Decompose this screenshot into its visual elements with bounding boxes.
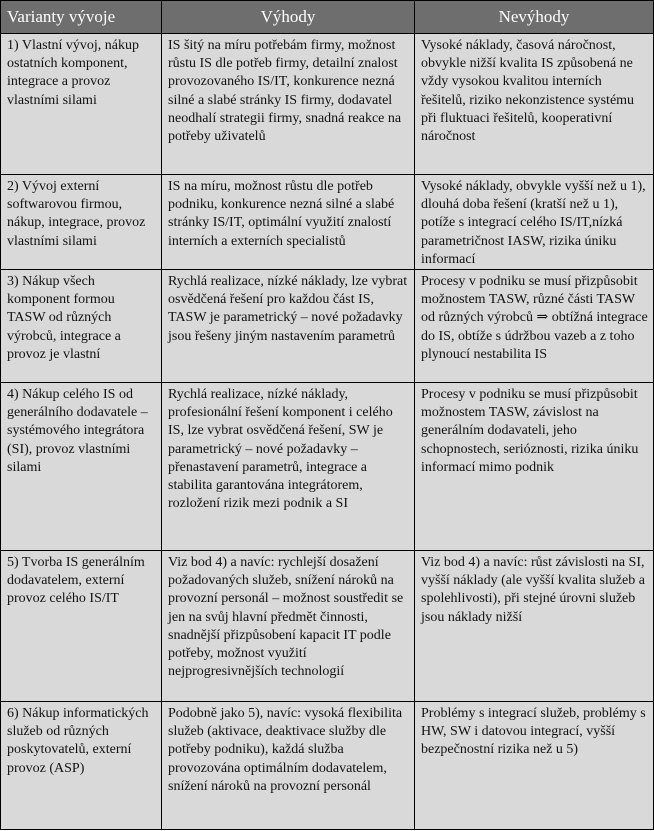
header-disadvantages: Nevýhody (415, 1, 654, 34)
table-row (1, 383, 654, 551)
advantages-cell: IS šitý na míru potřebám firmy, možnost růstu IS dle potřeb firmy, detailní znalost provozovaného IS/IT, konkurence nezná silné a slabé stránky IS firmy, dodavatel neodhalí strategii firmy, snadná reakce na potřeby uživatelů (162, 34, 415, 175)
variant-cell: 1) Vlastní vývoj, nákup ostatních komponent, integrace a provoz vlastními silami (1, 34, 162, 175)
advantages-cell: Rychlá realizace, nízké náklady, profesionální řešení komponent i celého IS, lze vybrat osvědčená řešení, SW je parametrický – nové požadavky – přenastavení parametrů, integrace a stabilita garantována integrátorem, rozložení rizik mezi podnik a SI (162, 383, 415, 551)
table-row (1, 551, 654, 702)
table-row (1, 34, 654, 175)
table-row (1, 175, 654, 270)
variant-cell: 3) Nákup všech komponent formou TASW od různých výrobců, integrace a provoz je vlastní (1, 270, 162, 383)
header-variants: Varianty vývoje (1, 1, 162, 34)
variant-cell: 5) Tvorba IS generálním dodavatelem, externí provoz celého IS/IT (1, 551, 162, 702)
disadvantages-cell: Viz bod 4) a navíc: růst závislosti na SI, vyšší náklady (ale vyšší kvalita služeb a spolehlivosti), při stejné úrovni služeb jsou náklady nižší (415, 551, 654, 702)
disadvantages-cell: Procesy v podniku se musí přizpůsobit možnostem TASW, závislost na generálním dodavateli, jeho schopnostech, serióznosti, rizika úniku informací mimo podnik (415, 383, 654, 551)
variant-cell: 4) Nákup celého IS od generálního dodavatele – systémového integrátora (SI), provoz vlastními silami (1, 383, 162, 551)
variant-cell: 6) Nákup informatických služeb od různých poskytovatelů, externí provoz (ASP) (1, 702, 162, 830)
table-row (1, 702, 654, 830)
header-advantages: Výhody (162, 1, 415, 34)
header-row (1, 1, 654, 34)
disadvantages-cell: Procesy v podniku se musí přizpůsobit možnostem TASW, různé části TASW od různých výrobců ⇒ obtížná integrace do IS, obtíže s údržbou vazeb a z toho plynoucí nestabilita IS (415, 270, 654, 383)
disadvantages-cell: Vysoké náklady, časová náročnost, obvykle nižší kvalita IS způsobená ne vždy vysokou kvalitou interních řešitelů, riziko nekonzistence systému při fluktuaci řešitelů, kooperativní náročnost (415, 34, 654, 175)
table-row (1, 270, 654, 383)
advantages-cell: IS na míru, možnost růstu dle potřeb podniku, konkurence nezná silné a slabé stránky IS/IT, optimální využití znalostí interních a externích specialistů (162, 175, 415, 270)
advantages-cell: Viz bod 4) a navíc: rychlejší dosažení požadovaných služeb, snížení nároků na provozní personál – možnost soustředit se jen na svůj hlavní předmět činnosti, snadnější přizpůsobení kapacit IT podle potřeby, možnost využití nejprogresivnějších technologií (162, 551, 415, 702)
advantages-cell: Rychlá realizace, nízké náklady, lze vybrat osvědčená řešení pro každou část IS, TASW je parametrický – nové požadavky jsou řešeny jiným nastavením parametrů (162, 270, 415, 383)
disadvantages-cell: Problémy s integrací služeb, problémy s HW, SW i datovou integrací, vyšší bezpečnostní rizika než u 5) (415, 702, 654, 830)
variant-cell: 2) Vývoj externí softwarovou firmou, nákup, integrace, provoz vlastními silami (1, 175, 162, 270)
disadvantages-cell: Vysoké náklady, obvykle vyšší než u 1), dlouhá doba řešení (kratší než u 1), potíže s integrací celého IS/IT,nízká parametričnost IASW, rizika úniku informací (415, 175, 654, 270)
advantages-cell: Podobně jako 5), navíc: vysoká flexibilita služeb (aktivace, deaktivace služby dle potřeby podniku), každá služba provozována optimálním dodavatelem, snížení nároků na provozní personál (162, 702, 415, 830)
